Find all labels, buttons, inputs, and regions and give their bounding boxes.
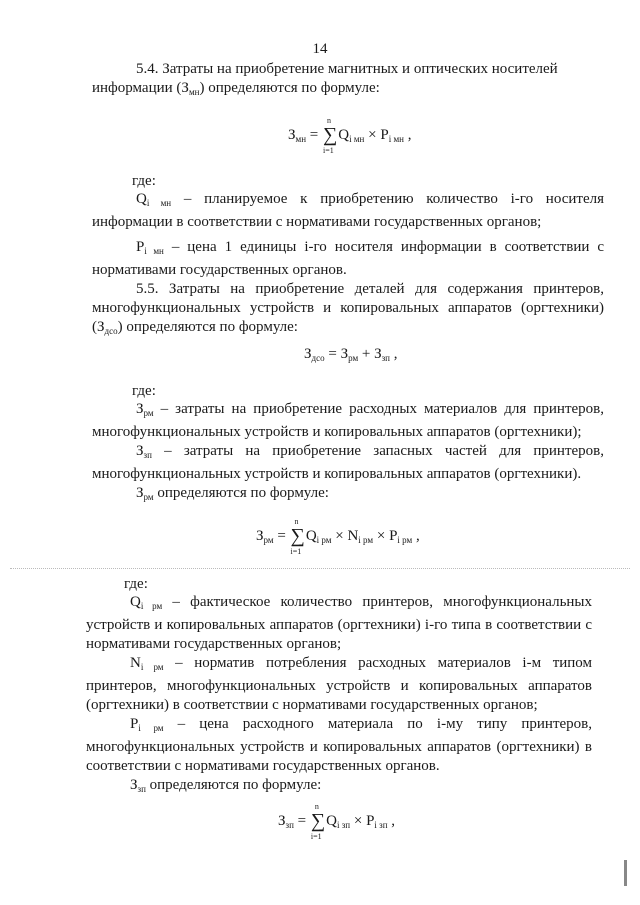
sum-sign: ∑ n i=1	[310, 802, 326, 841]
definition-n-rm: $N_{i рм}$ – норматив потребления расходных материалов i-м типом принтеров, многофункциональных устройств и копировальных аппаратов (оргтехники) в соответствии с нормативами государственных органов;	[86, 655, 593, 713]
definitions-2	[92, 400, 604, 507]
sum-sign: ∑ n i=1	[323, 116, 338, 155]
definition-p-rm: $P_{i рм}$ – цена расходного материала по i-му типу принтеров, многофункциональных устройств и копировальных аппаратов (оргтехники) в соответствии с нормативами государственных органов.	[86, 716, 593, 774]
where-label-3: где:	[124, 576, 148, 592]
page-number: 14	[312, 41, 328, 57]
definitions-1	[92, 190, 604, 341]
definition-z-rm: $З_{рм}$ – затраты на приобретение расходных материалов для принтеров, многофункциональных устройств и копировальных аппаратов (оргтехники);	[92, 401, 604, 440]
z-rm-formula-intro: $З_{рм}$ определяются по формуле:	[136, 485, 329, 502]
where-label-2: где:	[132, 383, 156, 399]
definition-q-mn: $Q_{i мн}$ – планируемое к приобретению количество i-го носителя информации в соответствии с нормативами государственных органов;	[92, 191, 604, 230]
definition-q-rm: $Q_{i рм}$ – фактическое количество принтеров, многофункциональных устройств и копировальных аппаратов (оргтехники) i-го типа в соответствии с нормативами государственных органов;	[86, 594, 593, 652]
formula-z-dso: $З_{дсо} = З_{рм} + З_{зп}$ ,	[304, 346, 398, 363]
definition-z-zp: $З_{зп}$ – затраты на приобретение запасных частей для принтеров, многофункциональных устройств и копировальных аппаратов (оргтехники).	[92, 443, 604, 482]
sum-sign: ∑ n i=1	[290, 517, 305, 556]
section-5-4-line2: информации $(З_{мн})$ определяются по формуле:	[92, 80, 380, 97]
section-5-5: 5.5. Затраты на приобретение деталей для содержания принтеров, многофункциональных устройств и копировальных аппаратов (оргтехники) $(З_{дсо})$ определяются по формуле:	[92, 281, 604, 336]
formula-z-zp: $З_{зп}$ = ∑ n i=1 $Q_{i зп} \times P_{i зп}$ ,	[278, 802, 396, 841]
definitions-3	[86, 593, 592, 799]
section-5-4	[92, 60, 604, 102]
definition-p-mn: $P_{i мн}$ – цена 1 единицы i-го носителя информации в соответствии с нормативами государственных органов.	[92, 239, 605, 278]
z-zp-formula-intro: $З_{зп}$ определяются по формуле:	[130, 777, 322, 794]
scan-edge-mark	[624, 860, 627, 886]
formula-z-mn: $З_{мн}$ = ∑ n i=1 $Q_{i мн} \times P_{i мн}$ ,	[288, 116, 412, 155]
scan-artifact-line	[10, 568, 630, 569]
where-label-1: где:	[132, 173, 156, 189]
section-5-4-line1: 5.4. Затраты на приобретение магнитных и оптических носителей	[136, 61, 558, 77]
formula-z-rm: $З_{рм}$ = ∑ n i=1 $Q_{i рм} \times N_{i рм} \times P_{i рм}$ ,	[256, 517, 420, 556]
